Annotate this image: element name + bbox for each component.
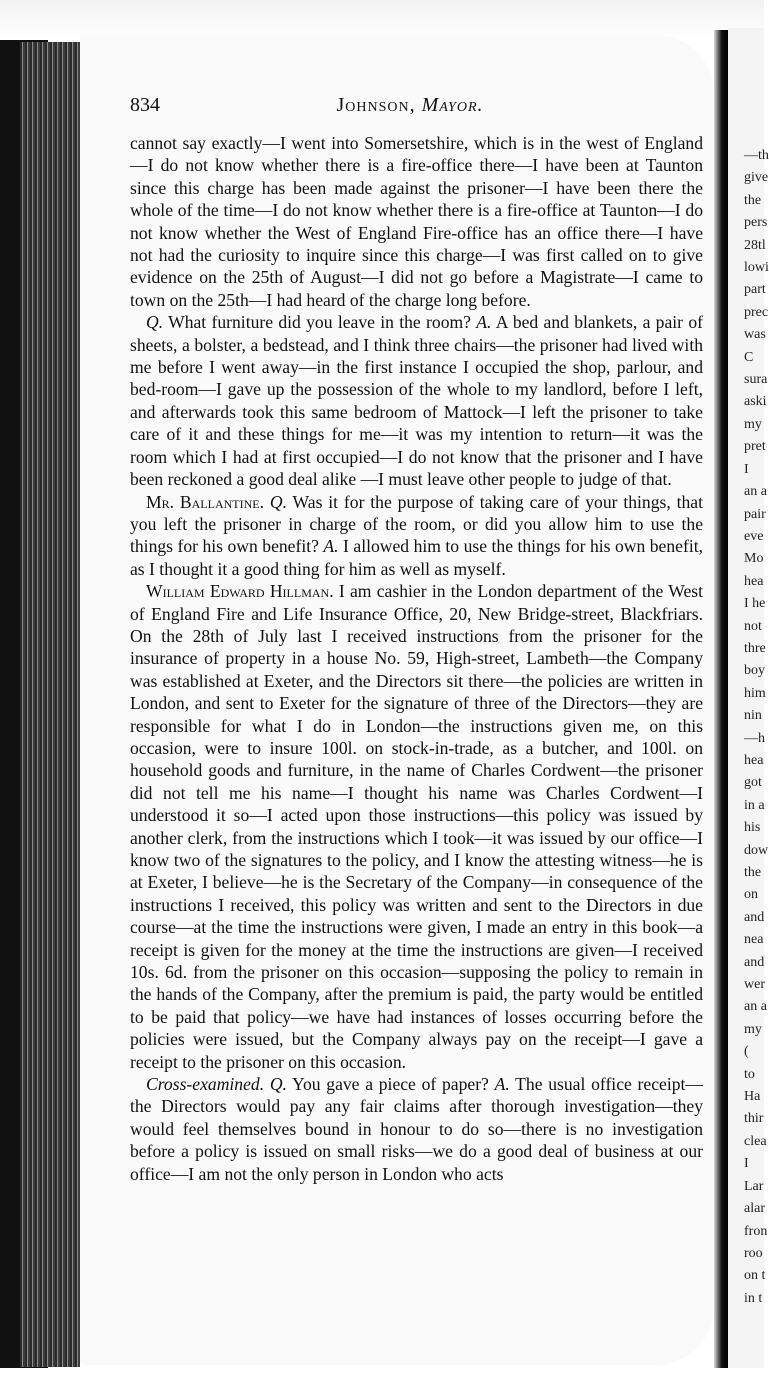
- facing-page-fragment: the: [744, 865, 762, 880]
- witness-name: William Edward Hillman.: [146, 581, 334, 602]
- cross-examined-label: Cross-examined.: [146, 1074, 265, 1095]
- running-head: [130, 94, 690, 117]
- question-marker: Q.: [146, 312, 164, 333]
- facing-page-fragment: nin: [744, 708, 762, 724]
- facing-page-fragment: and: [744, 954, 765, 970]
- facing-page-fragment: Mo: [744, 551, 764, 567]
- center-gutter-shadow: [714, 30, 728, 1370]
- facing-page-fragment: an a: [744, 999, 767, 1015]
- facing-page-fragment: and: [744, 909, 765, 925]
- facing-page-fragment: in t: [744, 1290, 763, 1306]
- facing-page-fragment: nea: [744, 932, 764, 948]
- facing-page-text-fragments: [744, 145, 769, 1310]
- page-edges: [20, 42, 80, 1367]
- facing-page-fragment: dow: [744, 842, 769, 858]
- facing-page-fragment: aski: [744, 394, 767, 410]
- facing-page-fragment: thir: [744, 1111, 764, 1127]
- question-marker: Q.: [269, 491, 288, 512]
- facing-page-fragment: roo: [744, 1245, 763, 1261]
- facing-page-fragment: wer: [744, 977, 765, 993]
- facing-page-fragment: —th: [744, 148, 769, 163]
- running-head-title: Mayor.: [421, 94, 484, 116]
- facing-page-fragment: lowi: [744, 260, 769, 276]
- facing-page-fragment: hea: [744, 573, 764, 589]
- speaker-name: Mr. Ballantine.: [146, 491, 265, 512]
- facing-page-fragment: boy: [744, 663, 765, 679]
- page-header: [130, 94, 690, 122]
- facing-page-fragment: pret: [744, 439, 766, 455]
- facing-page-fragment: thre: [744, 640, 766, 656]
- facing-page-fragment: the: [744, 192, 762, 208]
- paragraph-cross-examination: [130, 1073, 703, 1185]
- facing-page-fragment: give: [744, 170, 769, 186]
- facing-page-fragment: his: [744, 820, 761, 836]
- facing-page-fragment: sura: [744, 372, 768, 388]
- paragraph-hillman-testimony: [130, 580, 703, 1073]
- facing-page-fragment: hea: [744, 752, 764, 768]
- facing-page-fragment: fron: [744, 1223, 768, 1239]
- facing-page-fragment: eve: [744, 528, 764, 544]
- facing-page-fragment: on: [744, 887, 758, 903]
- facing-page-fragment: pers: [744, 215, 768, 231]
- page-body-text: [130, 132, 703, 1222]
- page-number: 834: [130, 94, 160, 116]
- facing-page-fragment: on t: [744, 1268, 766, 1284]
- facing-page-fragment: not: [744, 618, 762, 634]
- facing-page-fragment: 28tl: [744, 237, 766, 253]
- facing-page-fragment: was: [744, 327, 766, 343]
- facing-page-fragment: pair: [744, 506, 766, 522]
- bottom-margin: [0, 1368, 764, 1398]
- facing-page-fragment: alar: [744, 1201, 765, 1217]
- facing-page-fragment: to: [744, 1066, 755, 1082]
- question-text: You gave a piece of paper?: [286, 1074, 495, 1095]
- running-head-name: Johnson,: [336, 94, 416, 116]
- facing-page-fragment: got: [744, 775, 762, 791]
- facing-page-fragment: clea: [744, 1133, 767, 1149]
- paragraph-furniture-question: [130, 311, 703, 490]
- facing-page-fragment: —h: [744, 730, 765, 746]
- facing-page-fragment: prec: [744, 304, 769, 320]
- answer-text: The usual office receipt—the Directors would pay any fair claims after thorough investigation—they would feel themselves bound in honour to do so—there is no investigation before a policy is issued on small risks—we do a good deal of business at our office—I am not the only person in London who acts: [130, 1074, 703, 1184]
- question-text: Was it for the purpose of taking care of your things, that you left the prisoner in charge of the room, or did you allow him to use the things for his own benefit?: [130, 491, 704, 557]
- question-marker: Q.: [269, 1074, 287, 1095]
- facing-page-fragment: Ha: [744, 1089, 761, 1105]
- testimony-text: I am cashier in the London department of the West of England Fire and Life Insurance Office, 20, New Bridge-street, Blackfriars. On the 28th of July last I received instructions from the prisoner for the insurance of property in a house No. 59, High-street, Lambeth—the Company was established at Exeter, and the Directors sit there—the policies are written in London, and sent to Exeter for the signature of three of the Directors—they are responsible for what I do in London—the instructions given me, on this occasion, were to insure 100l. on stock-in-trade, as a butcher, and 100l. on household goods and furniture, in the name of Charles Cordwent—the prisoner did not tell me his name—I thought his name was Charles Cordwent—I understood it so—I acted upon those instructions—this policy was issued by another clerk, from the instructions which I took—it was issued by our office—I know two of the signatures to the policy, and I know the attesting witness—he is at Exeter, I believe—he is the Secretary of the Company—in consequence of the instructions I received, this policy was written and sent to the Directors in due course—at the time the instructions were given, I made an entry in this book—a receipt is given for the money at the time the instructions are given—I received 10s. 6d. from the prisoner on this occasion—supposing the policy to remain in the hands of the Company, after the premium is paid, the party would be entitled to be paid that policy—we have had instances of losses occurring before the policies were issued, but the Company always pay on the receipt—I gave a receipt to the prisoner on this occasion.: [130, 581, 703, 1072]
- answer-marker: A.: [494, 1074, 510, 1095]
- question-text: What furniture did you leave in the room?: [163, 312, 477, 333]
- paragraph-testimony-continued: cannot say exactly—I went into Somersetshire, which is in the west of England—I do not know whether there is a fire-office there—I have been at Taunton since this charge has been made against the prisoner—I have been there the whole of the time—I do not know whether there is a fire-office at Taunton—I do not know whether the West of England Fire-office has an office there—I have not had the curiosity to inquire since this charge—I was first called on to give evidence on the 25th of August—I did not go before a Magistrate—I came to town on the 25th—I had heard of the charge long before.: [130, 133, 703, 310]
- answer-text: A bed and blankets, a pair of sheets, a bolster, a bedstead, and I think three chairs—the prisoner had lived with me before I went away—in the first instance I occupied the shop, parlour, and bed-room—I gave up the possession of the whole to my landlord, before I left, and afterwards took this same bedroom of Mattock—I left the prisoner to take care of it and these things for me—it was my intention to return—it was the room which I had at first occupied—I do not know that the prisoner and I have been reckoned a good deal alike —I must leave other people to judge of that.: [130, 312, 703, 490]
- facing-page-fragment: Lar: [744, 1178, 764, 1194]
- facing-page-fragment: I he: [744, 596, 766, 612]
- facing-page-fragment: part: [744, 282, 766, 298]
- paragraph-ballantine-question: [130, 491, 703, 581]
- facing-page-fragment: an a: [744, 484, 767, 500]
- facing-page-fragment: my: [744, 1021, 762, 1037]
- answer-marker: A.: [323, 536, 339, 557]
- facing-page-fragment: I: [744, 461, 749, 477]
- answer-marker: A.: [476, 312, 492, 333]
- facing-page-fragment: C: [744, 349, 754, 365]
- facing-page-fragment: in a: [744, 797, 765, 813]
- answer-text: I allowed him to use the things for his own benefit, as I thought it a good thing for him as well as myself.: [130, 536, 704, 579]
- facing-page-fragment: him: [744, 685, 766, 701]
- facing-page-fragment: I: [744, 1156, 749, 1172]
- top-margin-shadow: [0, 0, 764, 40]
- facing-page-fragment: (: [744, 1044, 749, 1060]
- facing-page-fragment: my: [744, 416, 762, 432]
